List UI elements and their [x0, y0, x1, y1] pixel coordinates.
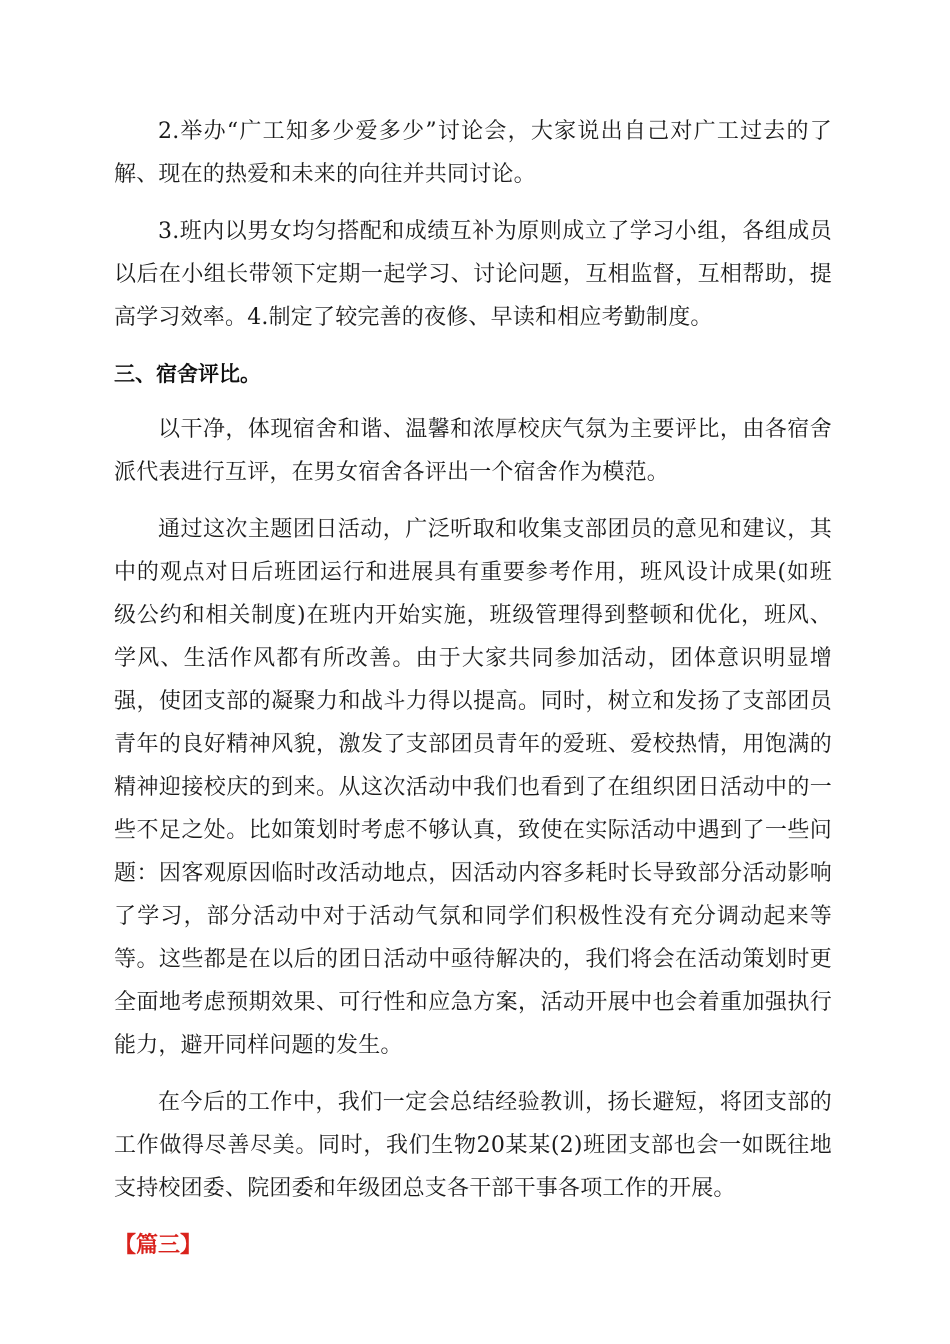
section-tag-part-three: 【篇三】 — [114, 1233, 203, 1258]
paragraph-study-groups: 3.班内以男女均匀搭配和成绩互补为原则成立了学习小组，各组成员以后在小组长带领下定期一起学习、讨论问题，互相监督，互相帮助，提高学习效率。4.制定了较完善的夜修、早读和相应考勤制度。 — [114, 219, 832, 330]
paragraph-activity-summary: 通过这次主题团日活动，广泛听取和收集支部团员的意见和建议，其中的观点对日后班团运行和进展具有重要参考作用，班风设计成果(如班级公约和相关制度)在班内开始实施，班级管理得到整顿和优化，班风、学风、生活作风都有所改善。由于大家共同参加活动，团体意识明显增强，使团支部的凝聚力和战斗力得以提高。同时，树立和发扬了支部团员青年的良好精神风貌，激发了支部团员青年的爱班、爱校热情，用饱满的精神迎接校庆的到来。从这次活动中我们也看到了在组织团日活动中的一些不足之处。比如策划时考虑不够认真，致使在实际活动中遇到了一些问题：因客观原因临时改活动地点，因活动内容多耗时长导致部分活动影响了学习，部分活动中对于活动气氛和同学们积极性没有充分调动起来等等。这些都是在以后的团日活动中亟待解决的，我们将会在活动策划时更全面地考虑预期效果、可行性和应急方案，活动开展中也会着重加强执行能力，避开同样问题的发生。 — [114, 517, 832, 1058]
section-heading-dorm-evaluation: 三、宿舍评比。 — [114, 362, 261, 386]
paragraph-discussion-meeting: 2.举办“广工知多少爱多少”讨论会，大家说出自己对广工过去的了解、现在的热爱和未来的向往并共同讨论。 — [114, 119, 832, 187]
paragraph-future-work: 在今后的工作中，我们一定会总结经验教训，扬长避短，将团支部的工作做得尽善尽美。同时，我们生物20某某(2)班团支部也会一如既往地支持校团委、院团委和年级团总支各干部干事各项工作的开展。 — [114, 1090, 832, 1201]
paragraph-dorm-criteria: 以干净，体现宿舍和谐、温馨和浓厚校庆气氛为主要评比，由各宿舍派代表进行互评，在男女宿舍各评出一个宿舍作为模范。 — [114, 417, 832, 485]
document-body — [114, 110, 832, 1267]
